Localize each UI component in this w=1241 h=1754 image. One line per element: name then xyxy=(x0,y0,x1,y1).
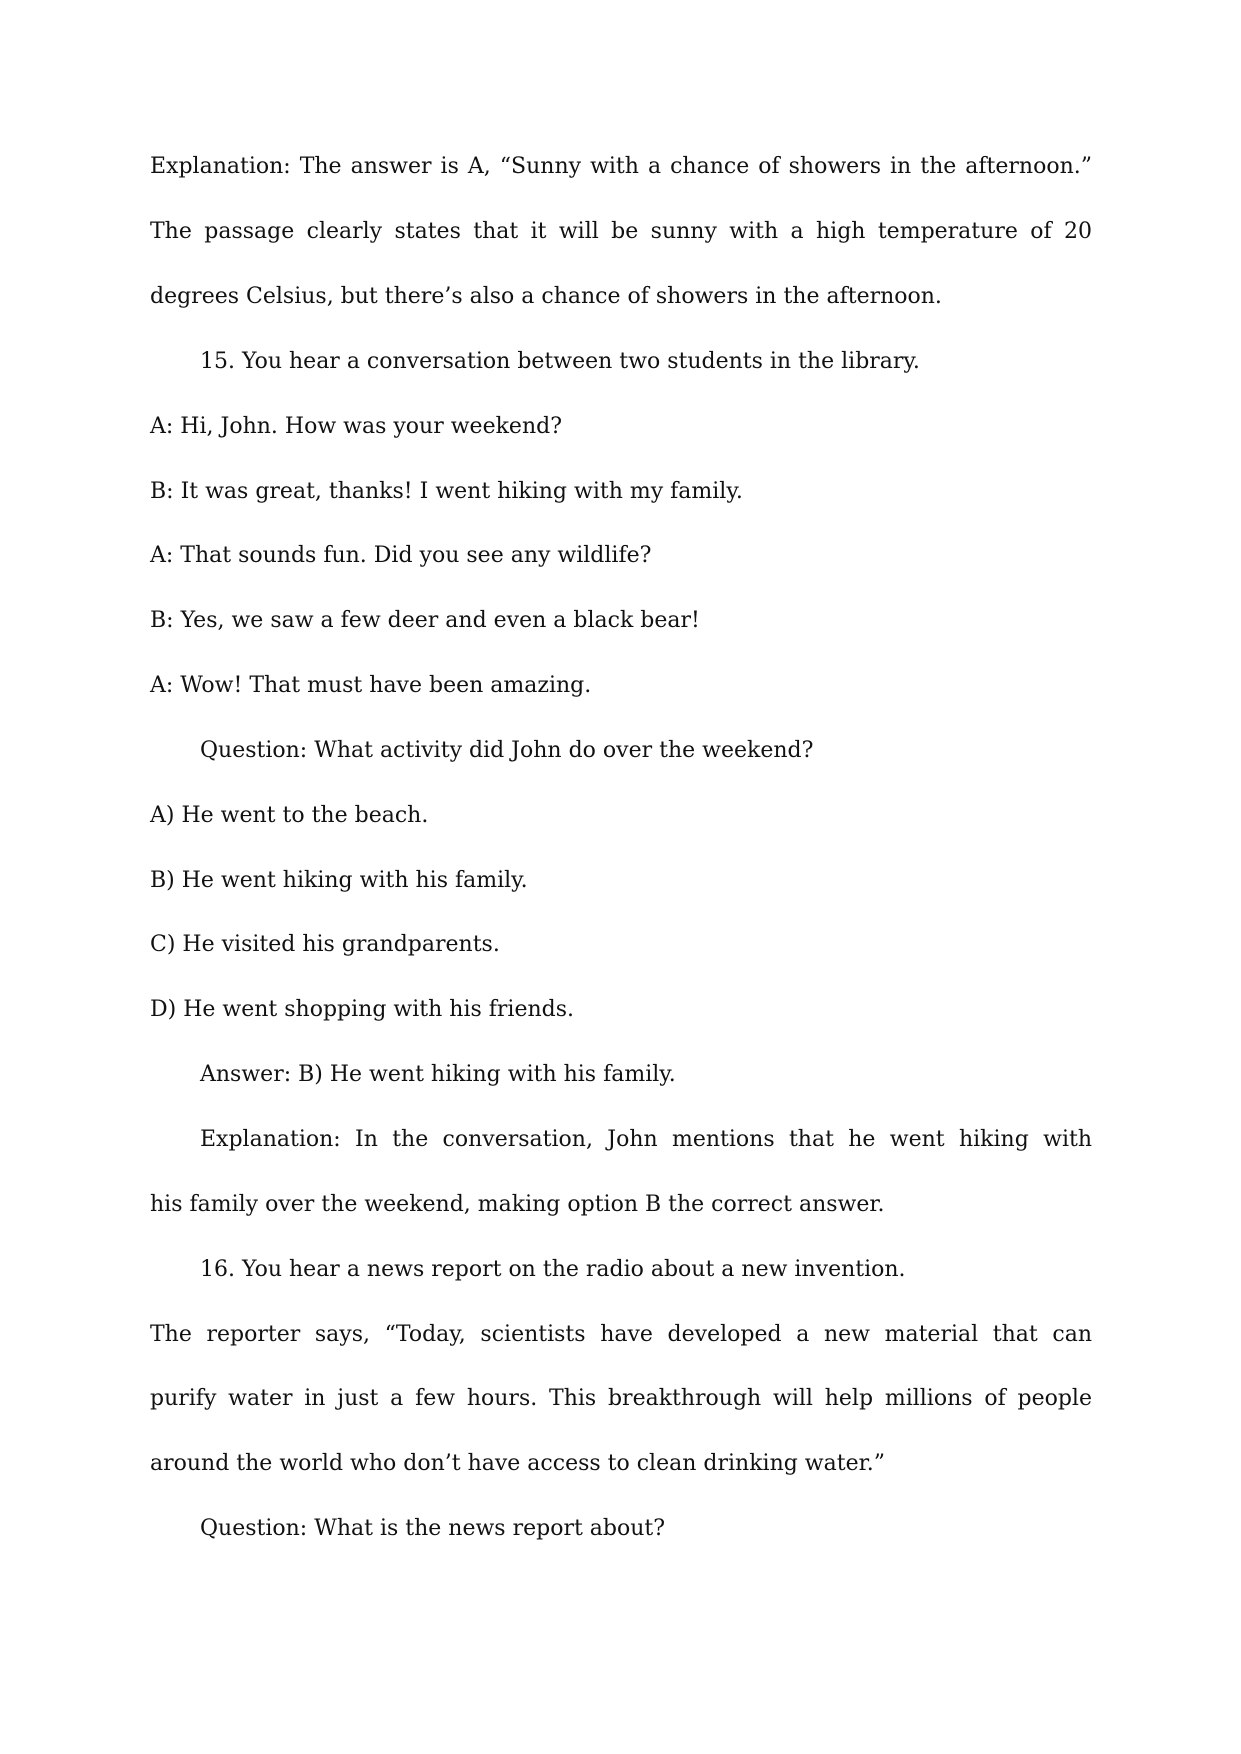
question-16-prompt: 16. You hear a news report on the radio about a new invention. xyxy=(200,1257,906,1282)
news-report-line-1: The reporter says, “Today, scientists have developed a new material that can xyxy=(150,1322,1092,1347)
explanation-14-line-1: Explanation: The answer is A, “Sunny with a chance of showers in the afternoon.” xyxy=(150,154,1092,179)
dialogue-line: B: It was great, thanks! I went hiking with my family. xyxy=(150,479,743,504)
option-d: D) He went shopping with his friends. xyxy=(150,997,575,1022)
dialogue-line: B: Yes, we saw a few deer and even a black bear! xyxy=(150,608,700,633)
dialogue-line: A: Wow! That must have been amazing. xyxy=(150,673,592,698)
explanation-15-line-1: Explanation: In the conversation, John mentions that he went hiking with xyxy=(200,1127,1092,1152)
dialogue-line: A: That sounds fun. Did you see any wildlife? xyxy=(150,543,652,568)
option-a: A) He went to the beach. xyxy=(150,803,429,828)
news-report-line-3: around the world who don’t have access to clean drinking water.” xyxy=(150,1451,885,1476)
question-16-text: Question: What is the news report about? xyxy=(200,1516,666,1541)
explanation-14-line-3: degrees Celsius, but there’s also a chance of showers in the afternoon. xyxy=(150,284,942,309)
question-15-prompt: 15. You hear a conversation between two students in the library. xyxy=(200,349,920,374)
explanation-14-line-2: The passage clearly states that it will be sunny with a high temperature of 20 xyxy=(150,219,1092,244)
option-b: B) He went hiking with his family. xyxy=(150,868,528,893)
explanation-15-line-2: his family over the weekend, making option B the correct answer. xyxy=(150,1192,885,1217)
answer-15: Answer: B) He went hiking with his family. xyxy=(200,1062,676,1087)
option-c: C) He visited his grandparents. xyxy=(150,932,500,957)
news-report-line-2: purify water in just a few hours. This breakthrough will help millions of people xyxy=(150,1386,1092,1411)
dialogue-line: A: Hi, John. How was your weekend? xyxy=(150,414,562,439)
question-15-text: Question: What activity did John do over the weekend? xyxy=(200,738,814,763)
